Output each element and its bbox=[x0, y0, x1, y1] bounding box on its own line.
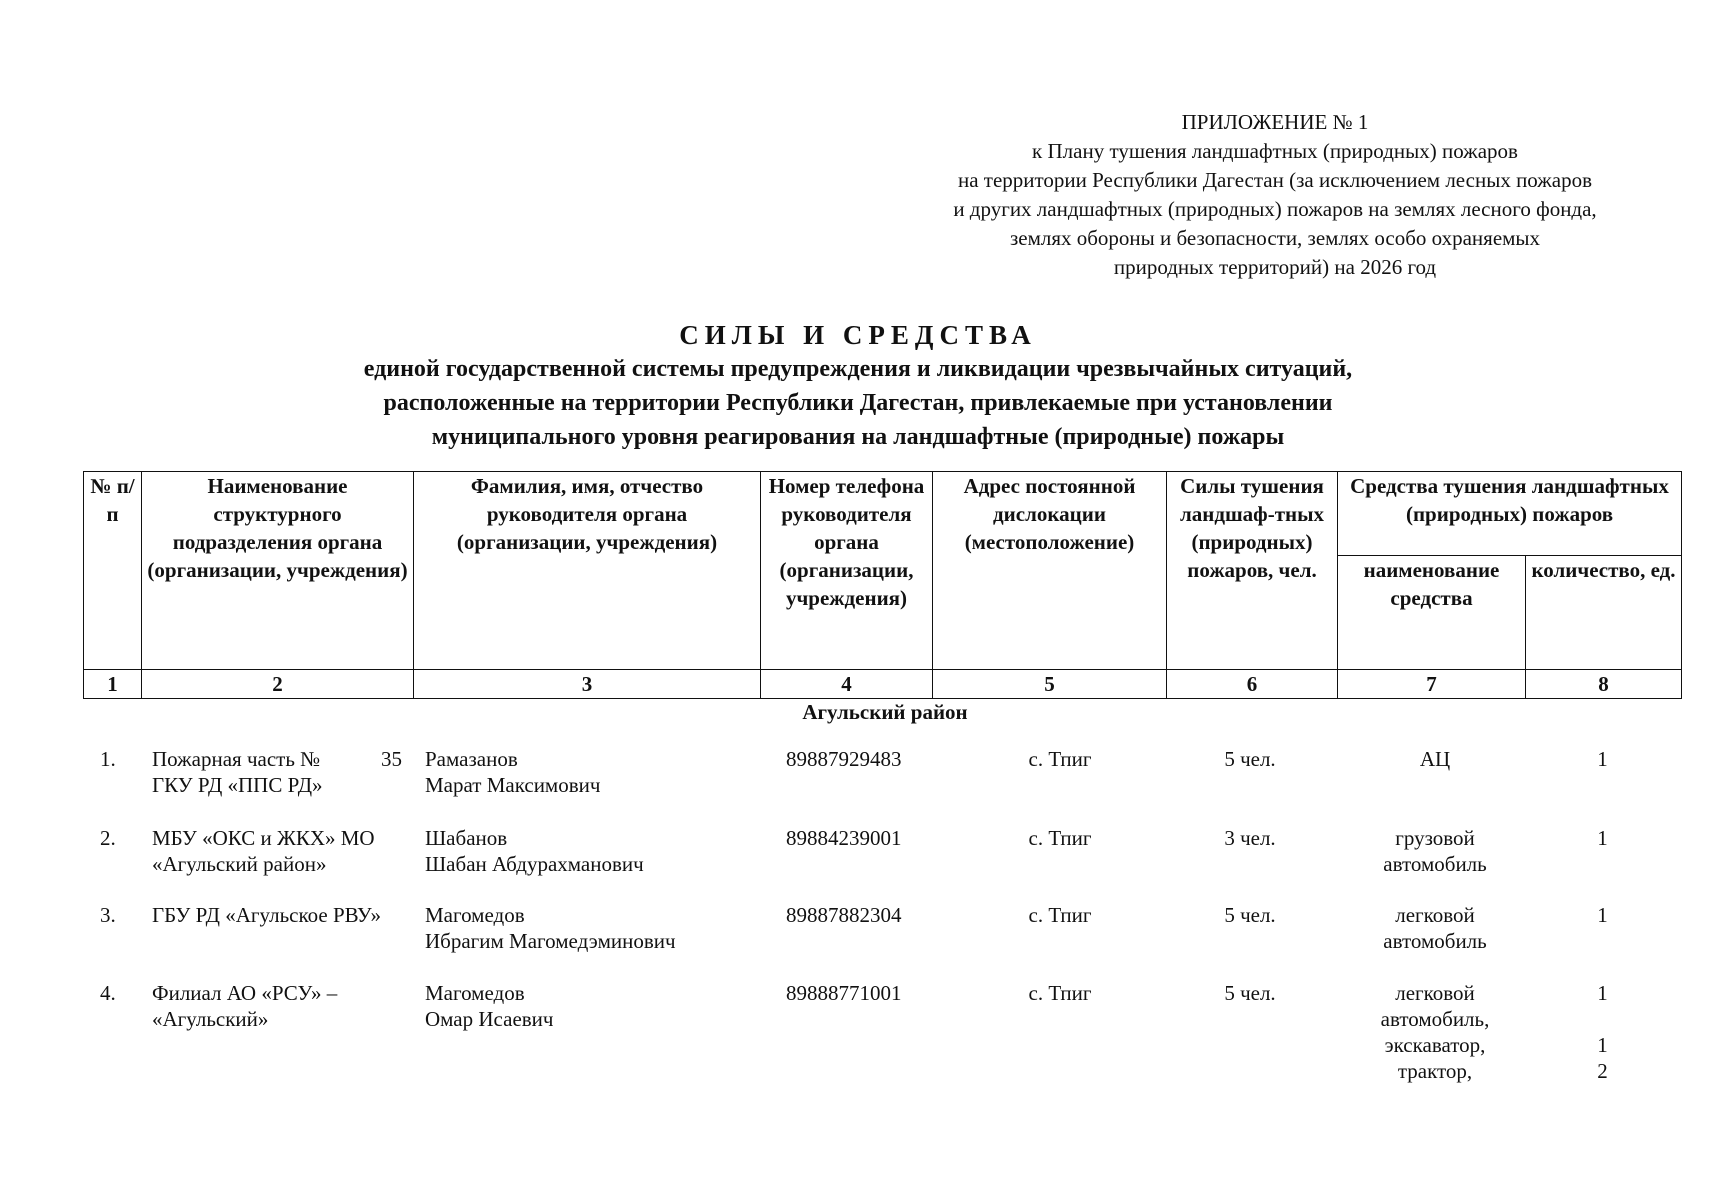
table-header bbox=[83, 471, 1682, 699]
header-forces: Силы тушения ландшаф-тных (природных) пожаров, чел. bbox=[1167, 472, 1338, 670]
row-phone: 89884239001 bbox=[786, 826, 902, 850]
row-unit: «Агульский» bbox=[152, 1007, 269, 1031]
row-phone: 89887929483 bbox=[786, 747, 902, 771]
row-unit: ГБУ РД «Агульское РВУ» bbox=[152, 903, 381, 927]
row-means: автомобиль, bbox=[1380, 1007, 1490, 1031]
row-head-name: Омар Исаевич bbox=[425, 1007, 554, 1031]
row-unit-line bbox=[152, 746, 402, 772]
col-number: 4 bbox=[761, 670, 933, 699]
appendix-line: природных территорий) на 2026 год bbox=[1113, 255, 1437, 279]
row-head-surname: Магомедов bbox=[425, 981, 525, 1005]
col-number: 8 bbox=[1526, 670, 1682, 699]
row-unit: МБУ «ОКС и ЖКХ» МО bbox=[152, 826, 375, 850]
col-number: 2 bbox=[142, 670, 414, 699]
row-unit: ГКУ РД «ППС РД» bbox=[152, 773, 323, 797]
row-head-name: Ибрагим Магомедэминович bbox=[425, 929, 676, 953]
row-head-name: Марат Максимович bbox=[425, 773, 601, 797]
col-number: 6 bbox=[1167, 670, 1338, 699]
row-qty: 1 bbox=[1597, 1033, 1608, 1057]
document-title bbox=[0, 318, 1716, 454]
row-qty: 1 bbox=[1597, 747, 1608, 771]
row-means: легковой bbox=[1395, 903, 1475, 927]
row-address: с. Тпиг bbox=[1028, 747, 1092, 771]
col-number: 3 bbox=[414, 670, 761, 699]
appendix-line: к Плану тушения ландшафтных (природных) пожаров bbox=[1032, 139, 1518, 163]
row-forces: 5 чел. bbox=[1224, 747, 1276, 771]
row-head-surname: Магомедов bbox=[425, 903, 525, 927]
title-sub-line: единой государственной системы предупреждения и ликвидации чрезвычайных ситуаций, bbox=[363, 356, 1353, 382]
col-number: 5 bbox=[933, 670, 1167, 699]
row-qty: 1 bbox=[1597, 981, 1608, 1005]
row-means: легковой bbox=[1395, 981, 1475, 1005]
row-number: 4. bbox=[100, 981, 116, 1005]
row-means: автомобиль bbox=[1383, 929, 1487, 953]
row-means: автомобиль bbox=[1383, 852, 1487, 876]
row-address: с. Тпиг bbox=[1028, 981, 1092, 1005]
header-phone: Номер телефона руководителя органа (организации, учреждения) bbox=[761, 472, 933, 670]
appendix-line: и других ландшафтных (природных) пожаров на землях лесного фонда, bbox=[953, 197, 1597, 221]
col-number: 7 bbox=[1338, 670, 1526, 699]
row-head-surname: Рамазанов bbox=[425, 747, 518, 771]
row-means: трактор, bbox=[1397, 1059, 1473, 1083]
header-unit: Наименование структурного подразделения органа (организации, учреждения) bbox=[142, 472, 414, 670]
title-sub-line: муниципального уровня реагирования на ландшафтные (природные) пожары bbox=[431, 424, 1285, 450]
header-means: Средства тушения ландшафтных (природных) пожаров bbox=[1338, 472, 1682, 556]
header-means-qty: количество, ед. bbox=[1526, 556, 1682, 670]
row-qty: 1 bbox=[1597, 826, 1608, 850]
row-number: 1. bbox=[100, 747, 116, 771]
header-num: № п/п bbox=[84, 472, 142, 670]
row-qty: 1 bbox=[1597, 903, 1608, 927]
column-numbers-row bbox=[84, 670, 1682, 699]
title-sub-line: расположенные на территории Республики Дагестан, привлекаемые при установлении bbox=[383, 390, 1333, 416]
appendix-line: ПРИЛОЖЕНИЕ № 1 bbox=[1181, 110, 1369, 134]
row-phone: 89888771001 bbox=[786, 981, 902, 1005]
row-number: 3. bbox=[100, 903, 116, 927]
col-number: 1 bbox=[84, 670, 142, 699]
header-means-name: наименование средства bbox=[1338, 556, 1526, 670]
row-address: с. Тпиг bbox=[1028, 826, 1092, 850]
row-head-name: Шабан Абдурахманович bbox=[425, 852, 644, 876]
row-unit-number: 35 bbox=[381, 747, 402, 771]
row-phone: 89887882304 bbox=[786, 903, 902, 927]
row-unit: Пожарная часть № bbox=[152, 747, 321, 771]
appendix-header bbox=[880, 108, 1670, 282]
row-head-surname: Шабанов bbox=[425, 826, 508, 850]
row-means: АЦ bbox=[1419, 747, 1451, 771]
row-number: 2. bbox=[100, 826, 116, 850]
row-forces: 5 чел. bbox=[1224, 981, 1276, 1005]
district-heading: Агульский район bbox=[802, 700, 968, 724]
row-forces: 5 чел. bbox=[1224, 903, 1276, 927]
row-forces: 3 чел. bbox=[1224, 826, 1276, 850]
row-means: экскаватор, bbox=[1384, 1033, 1486, 1057]
row-address: с. Тпиг bbox=[1028, 903, 1092, 927]
row-qty: 2 bbox=[1597, 1059, 1608, 1083]
header-head-name: Фамилия, имя, отчество руководителя органа (организации, учреждения) bbox=[414, 472, 761, 670]
row-unit: Филиал АО «РСУ» – bbox=[152, 981, 338, 1005]
title-main: СИЛЫ И СРЕДСТВА bbox=[679, 320, 1037, 350]
appendix-line: на территории Республики Дагестан (за исключением лесных пожаров bbox=[957, 168, 1593, 192]
row-means: грузовой bbox=[1395, 826, 1475, 850]
appendix-line: землях обороны и безопасности, землях особо охраняемых bbox=[1009, 226, 1541, 250]
row-unit: «Агульский район» bbox=[152, 852, 327, 876]
header-address: Адрес постоянной дислокации (местоположение) bbox=[933, 472, 1167, 670]
